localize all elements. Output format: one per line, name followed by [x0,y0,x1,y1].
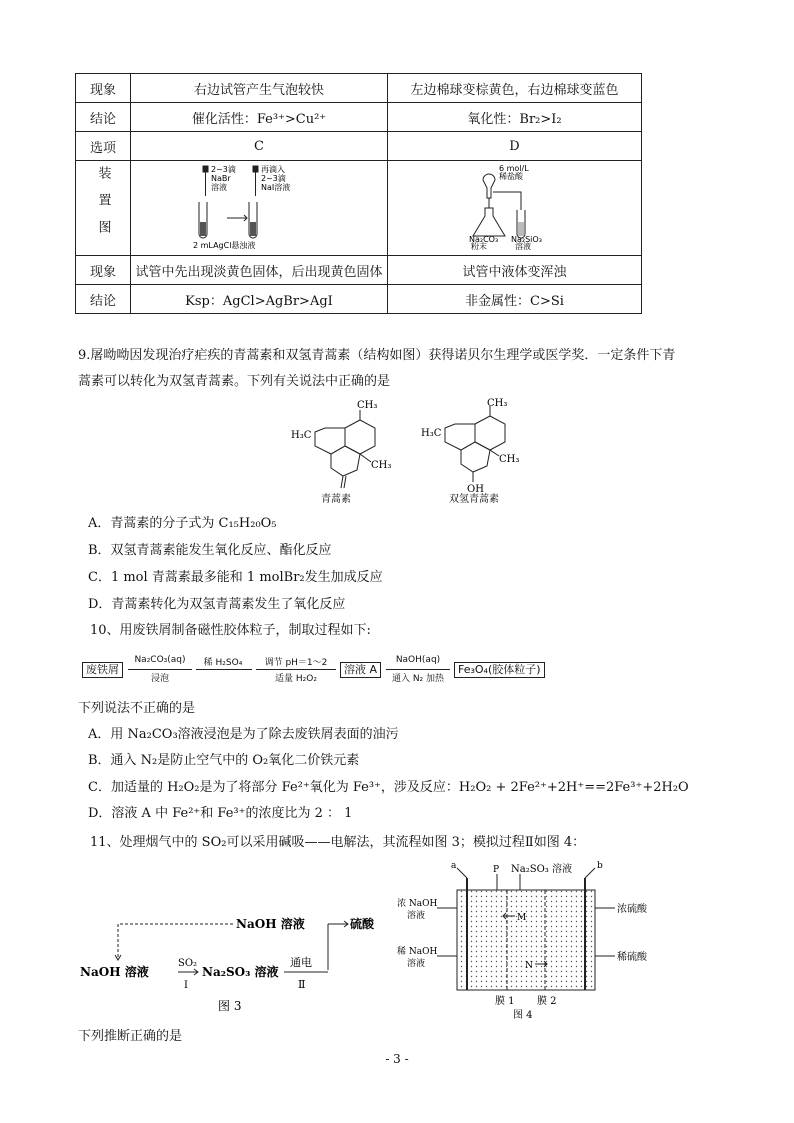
row-label: 结论 [76,285,131,314]
reagent-label: Na₂SiO₃ [510,235,542,244]
electrode-a-label: a [451,861,457,871]
reagent-label: 稀盐酸 [498,172,523,181]
figure-4 [395,860,655,1020]
step-1-label: Ⅰ [184,980,188,991]
electrode-b-label: b [597,861,603,871]
naoh-left-label: NaOH 溶液 [80,965,149,979]
cell-d: 左边棉球变棕黄色，右边棉球变蓝色 [388,74,642,103]
table-row [76,103,642,132]
cell-d: 试管中液体变浑浊 [388,256,642,285]
cell-d: 非金属性：C>Si [388,285,642,314]
oh-label: OH [467,484,484,495]
flow-arrow-label: NaOH(aq) [395,655,441,665]
flow-arrow-label: Na₂CO₃(aq) [134,655,186,665]
inlet-conc-naoh: 浓 NaOH [397,899,438,909]
cell-c: 右边试管产生气泡较快 [131,74,388,103]
apparatus-c [131,161,388,256]
h3c-label: H₃C [291,430,312,441]
figure-3 [78,900,398,1020]
q10-question: 下列说法不正确的是 [78,701,196,716]
membrane-1-label: 膜 1 [495,996,515,1007]
table-row [76,285,642,314]
row-label: 现象 [76,74,131,103]
reagent-label: NaBr [211,174,231,183]
q9-stem-cont: 蒿素可以转化为双氢青蒿素。下列有关说法中正确的是 [78,374,391,389]
row-label: 结论 [76,103,131,132]
q11-stem: 11、处理烟气中的 SO₂可以采用碱吸——电解法，其流程如图 3；模拟过程Ⅱ如图 4： [90,835,586,850]
flow-solution-a: 溶液 A [340,662,381,678]
reagent-label: 2~3滴 [211,165,236,174]
artemisinin-structure [315,410,375,488]
dihydroartemisinin-structure [445,406,505,482]
q10-stem: 10、用废铁屑制备磁性胶体粒子，制取过程如下: [90,623,371,638]
row-label: 选项 [76,132,131,161]
flow-arrow [128,669,192,670]
q9-option-a: A．青蒿素的分子式为 C₁₅H₂₀O₅ [88,516,277,531]
ch3-label: CH₃ [487,398,508,409]
electrify-label: 通电 [290,956,312,969]
q10-option-b: B．通入 N₂是防止空气中的 O₂氧化二价铁元素 [88,753,360,768]
ion-n-label: N [525,961,533,971]
inlet-dilute-naoh: 稀 NaOH [397,947,438,957]
row-label: 装置图 [76,161,131,256]
cell-d: D [388,132,642,161]
inlet-top-label: Na₂SO₃ 溶液 [511,864,572,875]
cell-c: C [131,132,388,161]
outlet-p-label: P [493,865,500,875]
ch3-label: CH₃ [371,460,392,471]
molecule-name: 青蒿素 [321,494,351,505]
reagent-label: 溶液 [514,242,531,250]
membrane-2-label: 膜 2 [537,996,557,1007]
reagent-label: 2 mLAgCl悬浊液 [193,241,256,250]
flow-arrow [386,669,450,670]
na2so3-label: Na₂SO₃ 溶液 [202,965,279,979]
reagent-label: Na₂CO₃ [468,235,498,244]
q10-option-d: D．溶液 A 中 Fe²⁺和 Fe³⁺的浓度比为 2 ： 1 [88,806,353,821]
q9-option-d: D．青蒿素转化为双氢青蒿素发生了氧化反应 [88,597,346,612]
figure-4-caption: 图 4 [513,1010,533,1020]
flow-arrow [256,669,336,670]
q11-question: 下列推断正确的是 [78,1029,183,1044]
cell-c: Ksp：AgCl>AgBr>AgI [131,285,388,314]
table-row [76,161,642,256]
reagent-label: 再滴入 [261,165,285,174]
cell-c: 催化活性：Fe³⁺>Cu²⁺ [131,103,388,132]
q9-stem: 9.屠呦呦因发现治疗疟疾的青蒿素和双氢青蒿素（结构如图）获得诺贝尔生理学或医学奖．一定条件下青 [78,348,676,363]
reagent-label: 溶液 [211,183,227,192]
acid-label: 硫酸 [350,917,375,931]
molecule-name: 双氢青蒿素 [449,494,499,505]
experiment-table [75,73,642,314]
flow-arrow-label: 稀 H₂SO₄ [203,658,243,668]
apparatus-c-diagram [189,162,329,250]
ch3-label: CH₃ [357,400,378,411]
table-row [76,256,642,285]
naoh-top-label: NaOH 溶液 [236,917,305,931]
cell-c: 试管中先出现淡黄色固体，后出现黄色固体 [131,256,388,285]
q9-structures [285,398,535,508]
ion-m-label: M [517,913,527,923]
flow-arrow-label: 浸泡 [150,674,169,684]
h3c-label: H₃C [421,428,442,439]
page-number: - 3 - [385,1052,409,1066]
q9-option-c: C．1 mol 青蒿素最多能和 1 molBr₂发生加成反应 [88,570,383,585]
inlet-conc-naoh-2: 溶液 [407,911,426,921]
reagent-label: 粉末 [470,242,487,250]
figure-3-caption: 图 3 [218,999,242,1013]
outlet-conc-acid: 浓硫酸 [617,904,647,915]
table-row [76,74,642,103]
ch3-label: CH₃ [499,454,520,465]
flow-arrow-label: 通入 N₂ 加热 [391,674,445,684]
table-row [76,132,642,161]
apparatus-d-diagram [455,162,575,250]
flow-arrow-label: 适量 H₂O₂ [275,674,317,684]
flow-arrow [196,669,252,670]
q9-option-b: B．双氢青蒿素能发生氧化反应、酯化反应 [88,543,332,558]
inlet-dilute-naoh-2: 溶液 [407,959,426,969]
reagent-label: 2~3滴 [261,174,286,183]
flow-end: Fe₃O₄(胶体粒子) [454,662,545,678]
step-2-label: Ⅱ [298,978,306,991]
row-label: 现象 [76,256,131,285]
cell-d: 氧化性：Br₂>I₂ [388,103,642,132]
outlet-dilute-acid: 稀硫酸 [617,952,647,963]
flow-start: 废铁屑 [82,662,123,678]
apparatus-d [388,161,642,256]
so2-label: SO₂ [178,958,198,969]
reagent-label: 6 mol/L [498,164,529,173]
q10-option-a: A．用 Na₂CO₃溶液浸泡是为了除去废铁屑表面的油污 [88,727,399,742]
flow-arrow-label: 调节 pH＝1～2 [264,658,328,668]
q10-option-c: C．加适量的 H₂O₂是为了将部分 Fe²⁺氧化为 Fe³⁺，涉及反应：H₂O₂ + 2Fe²⁺+2H⁺==2Fe³⁺+2H₂O [88,780,689,795]
reagent-label: NaI溶液 [261,183,291,192]
